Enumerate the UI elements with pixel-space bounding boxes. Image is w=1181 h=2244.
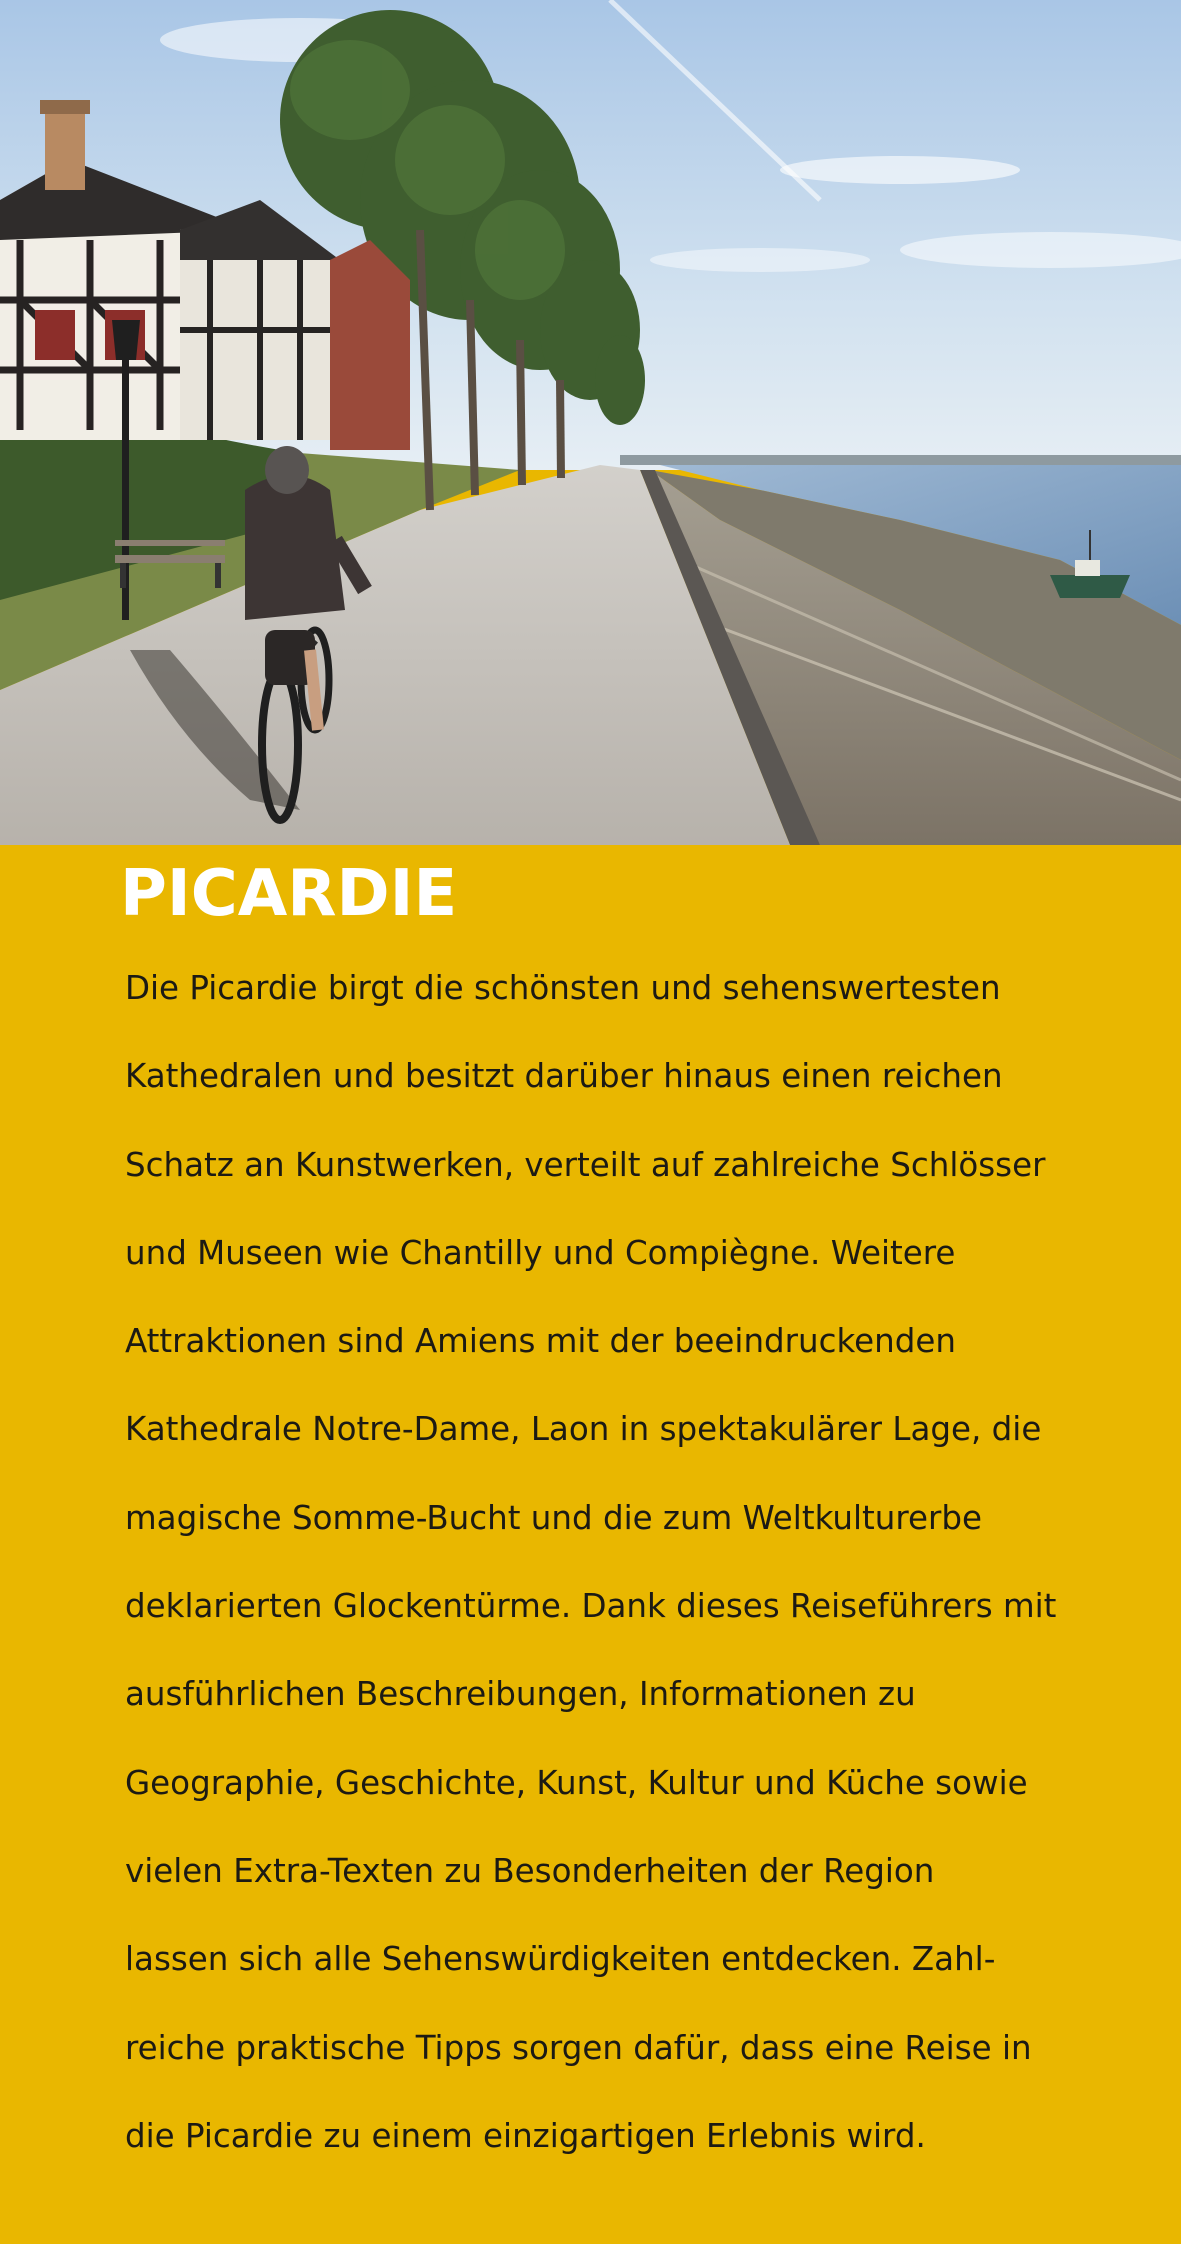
- cover-title: PICARDIE: [120, 857, 458, 931]
- description-line: Kathedralen und besitzt darüber hinaus einen reichen: [125, 1057, 1003, 1096]
- description-line: Kathedrale Notre-Dame, Laon in spektakulärer Lage, die: [125, 1410, 1042, 1449]
- description-line: vielen Extra-Texten zu Besonderheiten der Region: [125, 1851, 935, 1890]
- description-line: Schatz an Kunstwerken, verteilt auf zahlreiche Schlösser: [125, 1145, 1046, 1184]
- description-line: Die Picardie birgt die schönsten und sehenswertesten: [125, 969, 1001, 1007]
- description-line: reiche praktische Tipps sorgen dafür, dass eine Reise in: [125, 2028, 1032, 2067]
- description-line: deklarierten Glockentürme. Dank dieses Reiseführers mit: [125, 1587, 1057, 1626]
- description-line: Attraktionen sind Amiens mit der beeindruckenden: [125, 1322, 956, 1361]
- description-line: die Picardie zu einem einzigartigen Erlebnis wird.: [125, 2116, 926, 2155]
- description-line: und Museen wie Chantilly und Compiègne. Weitere: [125, 1233, 956, 1272]
- description-line: ausführlichen Beschreibungen, Informationen zu: [125, 1675, 916, 1714]
- cover-photo-seaside-promenade: [0, 0, 1181, 845]
- cover-description: [125, 958, 1165, 2194]
- description-line: Geographie, Geschichte, Kunst, Kultur und Küche sowie: [125, 1763, 1028, 1802]
- description-line: lassen sich alle Sehenswürdigkeiten entdecken. Zahl-: [125, 1940, 996, 1979]
- description-line: magische Somme-Bucht und die zum Weltkulturerbe: [125, 1498, 982, 1537]
